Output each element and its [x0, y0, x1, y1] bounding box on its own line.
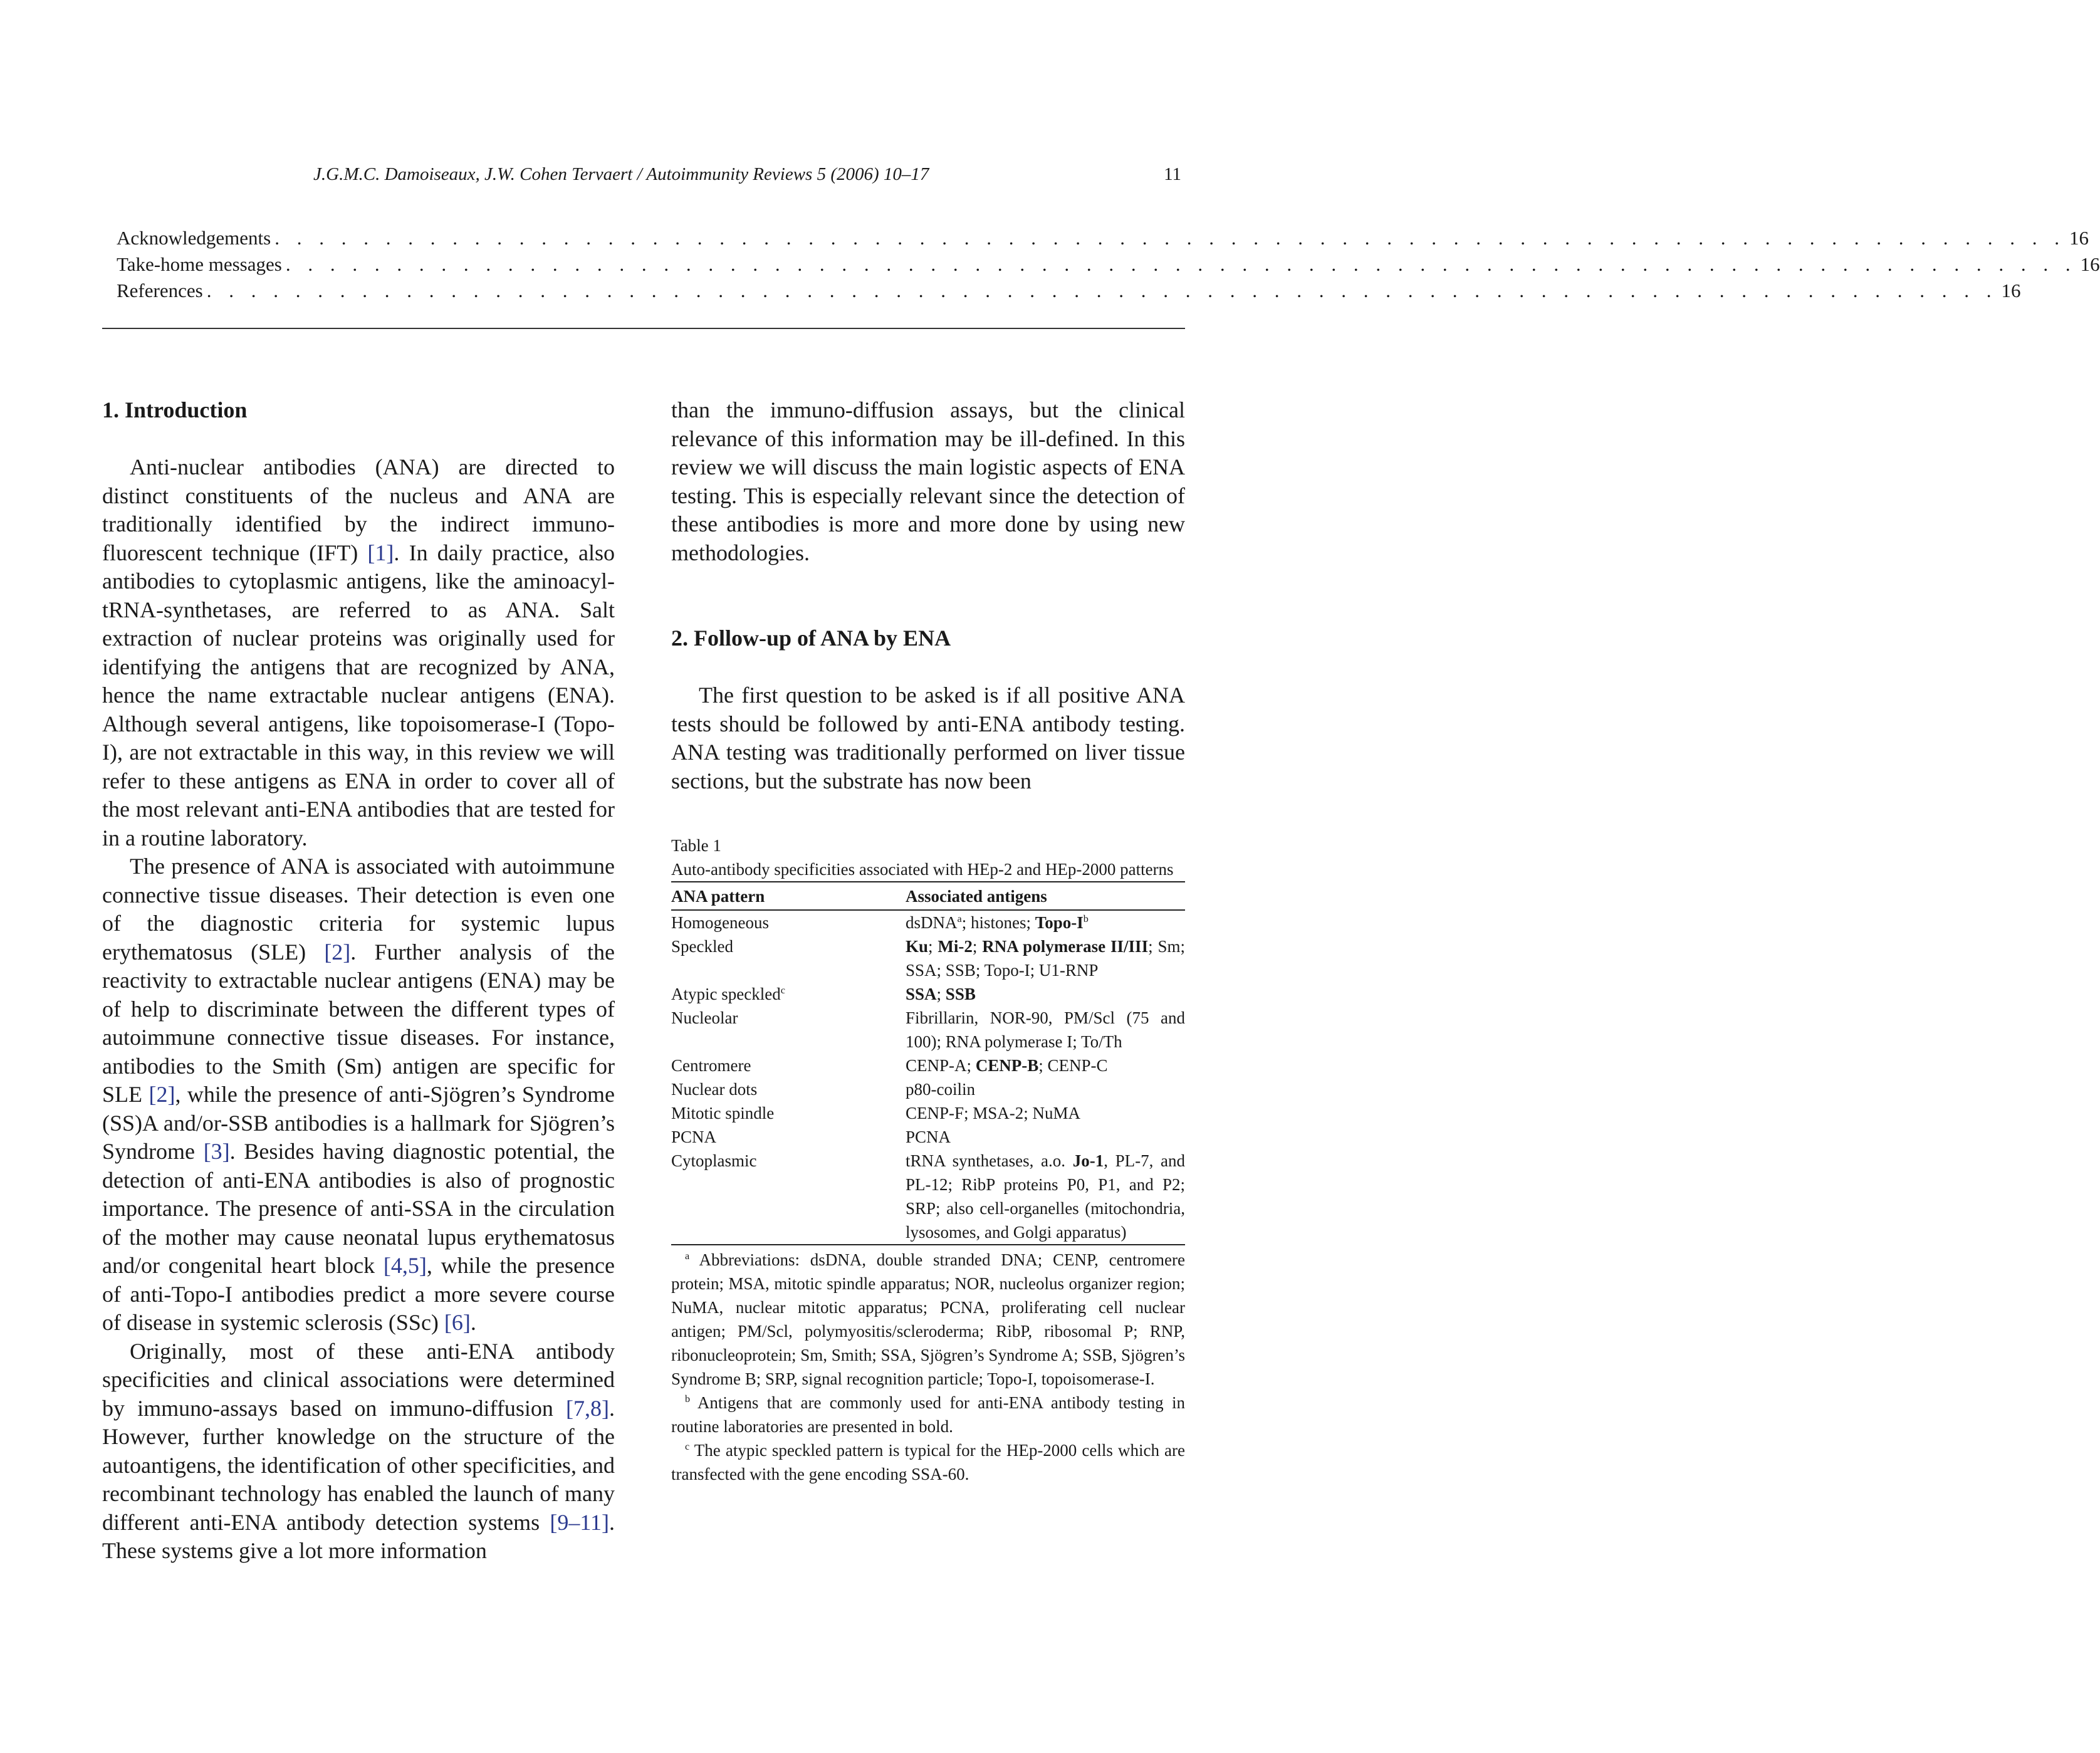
- toc-page: 16: [2001, 280, 2021, 301]
- citation-link[interactable]: [2]: [324, 939, 351, 965]
- right-column: [671, 396, 1185, 795]
- citation-link[interactable]: [4,5]: [383, 1253, 427, 1278]
- table-caption: Auto-antibody specificities associated with HEp-2 and HEp-2000 patterns: [671, 860, 1174, 879]
- table-number: Table 1: [671, 836, 721, 855]
- follow-up-paragraph-1: The first question to be asked is if all positive ANA tests should be followed by anti-ENA antibody testing. ANA testing was traditionally performed on liver tissue sections, but the substrate has now been: [671, 683, 1185, 793]
- citation-link[interactable]: [9–11]: [550, 1509, 609, 1535]
- pattern-cell: Cytoplasmic: [671, 1151, 757, 1170]
- toc-divider: [102, 328, 1185, 329]
- table-footnotes: [671, 1248, 1185, 1486]
- citation-link[interactable]: [6]: [444, 1310, 471, 1335]
- antigens-cell: PCNA: [906, 1128, 951, 1146]
- table-row: [671, 1077, 1185, 1101]
- table-row: [671, 1125, 1185, 1149]
- table-row: [671, 910, 1185, 934]
- toc-leader-dots: . . . . . . . . . . . . . . . . . . . . . . . . . . . . . . . . . . . . . . . . . . . . . . . . . . . . . . . . . . . . . . . . . . . . . . . . . . . . . . . . .: [274, 227, 2066, 249]
- running-header: [0, 164, 1283, 189]
- table-row: [671, 934, 1185, 982]
- pattern-cell: Speckled: [671, 937, 733, 956]
- pattern-cell: Centromere: [671, 1056, 751, 1075]
- citation-link[interactable]: [7,8]: [566, 1395, 609, 1421]
- table-row: [671, 1054, 1185, 1077]
- toc-entry-take-home-messages[interactable]: [117, 253, 2100, 280]
- antigens-cell: tRNA synthetases, a.o. Jo-1, PL-7, and PL-12; RibP proteins P0, P1, and P2; SRP; also cell-organelles (mitochondria, lysosomes, and Golgi apparatus): [906, 1151, 1185, 1242]
- page-number: 11: [1164, 164, 1181, 184]
- toc-label: Take-home messages: [117, 253, 282, 275]
- pattern-cell: Atypic speckled$^c$: [671, 985, 785, 1003]
- toc-leader-dots: . . . . . . . . . . . . . . . . . . . . . . . . . . . . . . . . . . . . . . . . . . . . . . . . . . . . . . . . . . . . . . . . . . . . . . . . . . . . . . . . .: [206, 280, 1998, 301]
- table-row: [671, 1006, 1185, 1054]
- pattern-cell: Homogeneous: [671, 913, 769, 932]
- running-title: J.G.M.C. Damoiseaux, J.W. Cohen Tervaert / Autoimmunity Reviews 5 (2006) 10–17: [313, 164, 929, 184]
- column-header-associated-antigens: Associated antigens: [906, 887, 1047, 906]
- table-row: [671, 1149, 1185, 1244]
- intro-paragraph-2: The presence of ANA is associated with autoimmune connective tissue diseases. Their detection is even one of the diagnostic criteria for systemic lupus erythematosus (SLE) [2]. Further analysis of the reactivity to extractable nuclear antigens (ENA) may be of help to discriminate between the different types of autoimmune connective tissue diseases. For instance, antibodies to the Smith (Sm) antigen are specific for SLE [2], while the presence of anti-Sjögren’s Syndrome (SS)A and/or-SSB antibodies is a hallmark for Sjögren’s Syndrome [3]. Besides having diagnostic potential, the detection of anti-ENA antibodies is also of prognostic importance. The presence of anti-SSA in the circulation of the mother may cause neonatal lupus erythematosus and/or congenital heart block [4,5], while the presence of anti-Topo-I antibodies predict a more severe course of disease in systemic sclerosis (SSc) [6].: [102, 854, 615, 1335]
- antigens-cell: CENP-F; MSA-2; NuMA: [906, 1104, 1081, 1122]
- antigens-cell: CENP-A; CENP-B; CENP-C: [906, 1056, 1108, 1075]
- toc-page: 16: [2080, 253, 2100, 275]
- antigens-cell: Fibrillarin, NOR-90, PM/Scl (75 and 100); RNA polymerase I; To/Th: [906, 1008, 1185, 1051]
- citation-link[interactable]: [3]: [203, 1139, 230, 1164]
- toc-entry-references[interactable]: [117, 280, 2021, 306]
- table-1: [671, 834, 1185, 1486]
- table-footnote: $^b$ Antigens that are commonly used for anti-ENA antibody testing in routine laboratories are presented in bold.: [671, 1393, 1185, 1436]
- antigens-cell: SSA; SSB: [906, 985, 976, 1003]
- antigens-cell: p80-coilin: [906, 1080, 975, 1099]
- citation-link[interactable]: [1]: [367, 540, 394, 565]
- table-bottom-rule: [671, 1244, 1185, 1245]
- table-row: [671, 982, 1185, 1006]
- section-heading-follow-up: 2. Follow-up of ANA by ENA: [671, 625, 951, 651]
- pattern-cell: Nucleolar: [671, 1008, 738, 1027]
- intro-paragraph-1: Anti-nuclear antibodies (ANA) are directed to distinct constituents of the nucleus and ANA are traditionally identified by the indirect immuno-fluorescent technique (IFT) [1]. In daily practice, also antibodies to cytoplasmic antigens, like the aminoacyl-tRNA-synthetases, are referred to as ANA. Salt extraction of nuclear proteins was originally used for identifying the antigens that are recognized by ANA, hence the name extractable nuclear antigens (ENA). Although several antigens, like topoisomerase-I (Topo-I), are not extractable in this way, in this review we will refer to these antigens as ENA in order to cover all of the most relevant anti-ENA antibodies that are tested for in a routine laboratory.: [102, 454, 615, 850]
- citation-link[interactable]: [2]: [149, 1082, 175, 1107]
- table-header-row: [671, 882, 1185, 910]
- table-row: [671, 1101, 1185, 1125]
- table-footnote: $^a$ Abbreviations: dsDNA, double stranded DNA; CENP, centromere protein; MSA, mitotic spindle apparatus; NOR, nucleolus organizer region; NuMA, nuclear mitotic apparatus; PCNA, proliferating cell nuclear antigen; PM/Scl, polymyositis/scleroderma; RibP, ribosomal P; RNP, ribonucleoprotein; Sm, Smith; SSA, Sjögren’s Syndrome A; SSB, Sjögren’s Syndrome B; SRP, signal recognition particle; Topo-I, topoisomerase-I.: [671, 1250, 1185, 1388]
- toc-page: 16: [2069, 227, 2089, 249]
- antigens-cell: dsDNA$^a$; histones; Topo-$I^b$: [906, 913, 1089, 932]
- table-of-contents: [117, 227, 2100, 306]
- intro-paragraph-3: Originally, most of these anti-ENA antibody specificities and clinical associations were determined by immuno-assays based on immuno-diffusion [7,8]. However, further knowledge on the structure of the autoantigens, the identification of other specificities, and recombinant technology has enabled the launch of many different anti-ENA antibody detection systems [9–11]. These systems give a lot more information: [102, 1338, 615, 1563]
- toc-label: References: [117, 280, 203, 301]
- pattern-cell: Mitotic spindle: [671, 1104, 775, 1122]
- toc-label: Acknowledgements: [117, 227, 271, 249]
- toc-leader-dots: . . . . . . . . . . . . . . . . . . . . . . . . . . . . . . . . . . . . . . . . . . . . . . . . . . . . . . . . . . . . . . . . . . . . . . . . . . . . . . . . .: [285, 253, 2077, 275]
- column-header-ana-pattern: ANA pattern: [671, 887, 765, 906]
- section-heading-introduction: 1. Introduction: [102, 397, 248, 422]
- intro-paragraph-3-continued: than the immuno-diffusion assays, but the clinical relevance of this information may be ill-defined. In this review we will discuss the main logistic aspects of ENA testing. This is especially relevant since the detection of these antibodies is more and more done by using new methodologies.: [671, 397, 1185, 565]
- pattern-cell: Nuclear dots: [671, 1080, 758, 1099]
- left-column: [102, 396, 615, 1566]
- antigens-cell: Ku; Mi-2; RNA polymerase II/III; Sm; SSA; SSB; Topo-I; U1-RNP: [906, 937, 1185, 980]
- toc-entry-acknowledgements[interactable]: [117, 227, 2089, 253]
- pattern-cell: PCNA: [671, 1128, 717, 1146]
- table-footnote: $^c$ The atypic speckled pattern is typical for the HEp-2000 cells which are transfected with the gene encoding SSA-60.: [671, 1441, 1185, 1484]
- ana-pattern-table: [671, 882, 1185, 1244]
